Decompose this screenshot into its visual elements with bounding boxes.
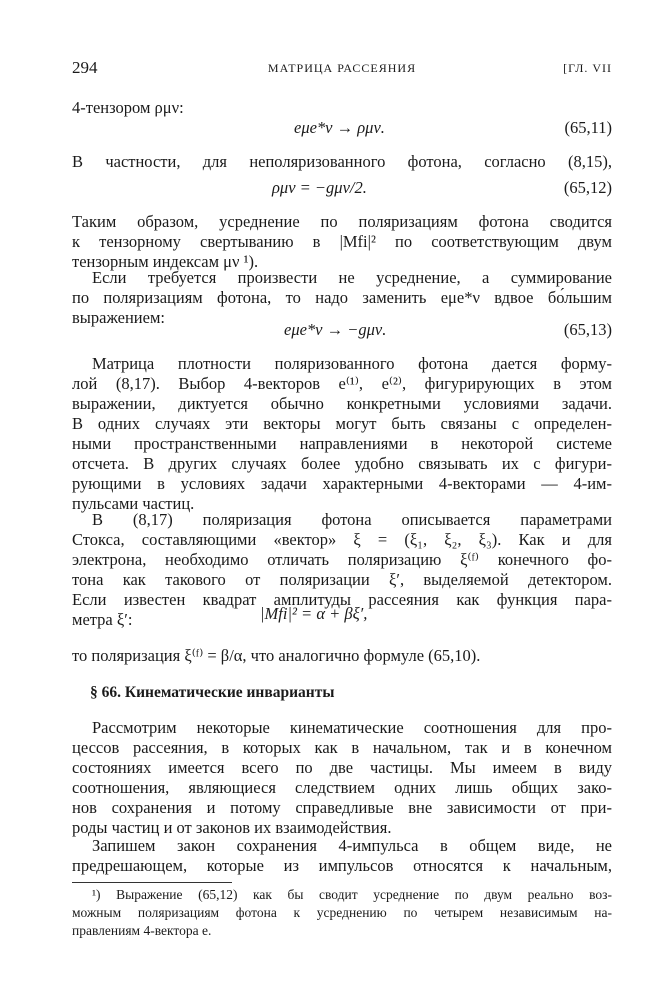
text-line: цессов рассеяния, в которых как в начальном, так и в конечном (72, 738, 612, 757)
text-line: Если известен квадрат амплитуды рассеяния как функция пара- (72, 590, 612, 609)
text-line: к тензорному свертыванию в |Mfi|² по соответствующим двум (72, 232, 612, 251)
text-line: Стокса, составляющими «вектор» ξ = (ξ₁, ξ₂, ξ₃). Как и для (72, 530, 612, 549)
equation-formula: |Mfi|² = α + βξ′, (260, 604, 368, 623)
equation-65-13 (72, 320, 612, 344)
text-line: Матрица плотности поляризованного фотона дается форму- (92, 354, 612, 373)
text-line: тона как такового от поляризации ξ′, выделяемой детектором. (72, 570, 612, 589)
footnote-line: правлениям 4-вектора e. (72, 923, 212, 938)
text-line: рующими в условиях задачи характерными 4-векторами — 4-им- (72, 474, 612, 493)
text-line: выражении, диктуется обычно конкретными условиями задачи. (72, 394, 612, 413)
text-line: лой (8,17). Выбор 4-векторов e⁽¹⁾, e⁽²⁾, фигурирующих в этом (72, 374, 612, 393)
text-line: тензорным индексам μν ¹). (72, 252, 259, 271)
text-line: соотношения, являющиеся следствием одних лишь общих зако- (72, 778, 612, 797)
equation-formula: eμe*ν → ρμν. (294, 118, 385, 137)
equation-65-12 (72, 178, 612, 202)
text-line: Запишем закон сохранения 4-импульса в общем виде, не (92, 836, 612, 855)
equation-number: (65,13) (563, 320, 612, 339)
text-line: 4-тензором ρμν: (72, 98, 184, 117)
text-line: по поляризациям фотона, то надо заменить eμe*ν вдвое бо́льшим (72, 288, 612, 307)
text-line: Если требуется произвести не усреднение, а суммирование (92, 268, 612, 287)
text-line: отсчета. В других случаях более удобно связывать их с фигури- (72, 454, 612, 473)
text-line: ными пространственными направлениями в некоторой системе (72, 434, 612, 453)
footnote-divider (72, 882, 232, 883)
chapter-label: [ГЛ. VII (563, 61, 612, 75)
footnote-line: можным поляризациям фотона к усреднению по четырем независимым на- (72, 905, 612, 920)
text-line: В (8,17) поляризация фотона описывается параметрами (92, 510, 612, 529)
running-title: МАТРИЦА РАССЕЯНИЯ (267, 61, 417, 75)
equation-amplitude (72, 604, 612, 628)
text-line: метра ξ′: (72, 610, 133, 629)
text-line: В частности, для неполяризованного фотона, согласно (8,15), (72, 152, 612, 171)
page-number: 294 (72, 58, 98, 77)
equation-formula: ρμν = −gμν/2. (272, 178, 367, 197)
text-line: В одних случаях эти векторы могут быть связаны с определен- (72, 414, 612, 433)
text-line: выражением: (72, 308, 165, 327)
text-line: электрона, необходимо отличать поляризацию ξ⁽ᶠ⁾ конечного фо- (72, 550, 612, 569)
text-line: Таким образом, усреднение по поляризациям фотона сводится (72, 212, 612, 231)
page-header (72, 58, 612, 82)
equation-number: (65,11) (564, 118, 612, 137)
text-line: состояниях имеется всего по две частицы. Мы имеем в виду (72, 758, 612, 777)
text-line: пульсами частиц. (72, 494, 195, 513)
equation-65-11 (72, 118, 612, 142)
equation-number: (65,12) (563, 178, 612, 197)
text-line: нов сохранения и потому справедливые вне зависимости от при- (72, 798, 612, 817)
equation-formula: eμe*ν → −gμν. (284, 320, 387, 339)
book-page (72, 0, 612, 1000)
section-heading: § 66. Кинематические инварианты (90, 684, 335, 701)
text-line: то поляризация ξ⁽ᶠ⁾ = β/α, что аналогично формуле (65,10). (72, 646, 481, 665)
text-line: Рассмотрим некоторые кинематические соотношения для про- (92, 718, 612, 737)
text-line: предрешающем, которые из импульсов относятся к начальным, (72, 856, 612, 875)
footnote-line: ¹) Выражение (65,12) как бы сводит усреднение по двум реально воз- (92, 887, 612, 902)
text-line: роды частиц и от законов их взаимодействия. (72, 818, 392, 837)
